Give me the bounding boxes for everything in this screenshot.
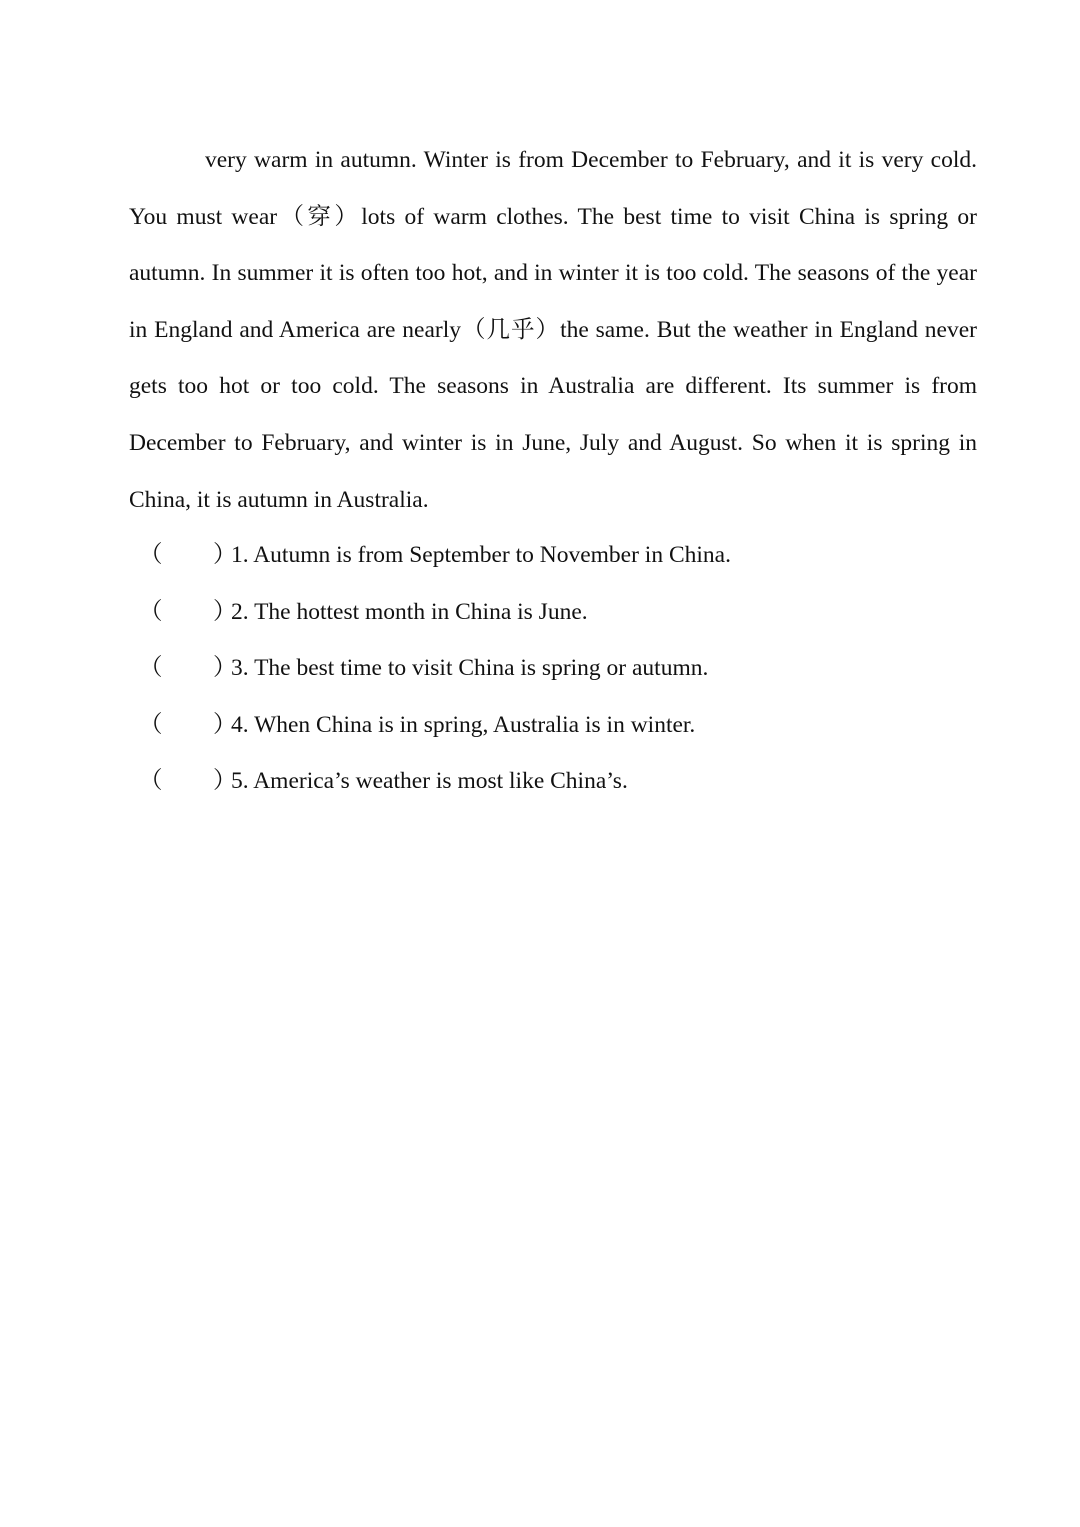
- question-text: 3. The best time to visit China is spring or autumn.: [231, 655, 709, 682]
- open-paren: （: [139, 542, 163, 568]
- question-item: [129, 584, 977, 641]
- answer-blank[interactable]: [129, 584, 237, 641]
- question-item: [129, 640, 977, 697]
- answer-blank[interactable]: [129, 527, 237, 584]
- close-paren: ）: [213, 768, 237, 795]
- open-paren: （: [139, 598, 163, 625]
- question-text: 5. America’s weather is most like China’s.: [231, 768, 628, 795]
- open-paren: （: [139, 768, 163, 795]
- open-paren: （: [139, 711, 163, 738]
- answer-blank[interactable]: [129, 640, 237, 697]
- open-paren: （: [139, 655, 163, 682]
- close-paren: ）: [213, 711, 237, 738]
- question-item: [129, 527, 977, 584]
- close-paren: ）: [213, 598, 237, 625]
- question-item: [129, 753, 977, 810]
- question-text: 2. The hottest month in China is June.: [231, 598, 588, 625]
- question-item: [129, 697, 977, 754]
- answer-blank[interactable]: [129, 697, 237, 754]
- answer-blank[interactable]: [129, 753, 237, 810]
- question-text: 4. When China is in spring, Australia is in winter.: [231, 711, 696, 738]
- true-false-questions: [129, 527, 977, 810]
- close-paren: ）: [213, 542, 237, 568]
- question-text: 1. Autumn is from September to November in China.: [231, 542, 731, 568]
- reading-passage: very warm in autumn. Winter is from December to February, and it is very cold. You must wear（穿）lots of warm clothes. The best time to visit China is spring or autumn. In summer it is often too hot, and in winter it is too cold. The seasons of the year in England and America are nearly（几乎）the same. But the weather in England never gets too hot or too cold. The seasons in Australia are different. Its summer is from December to February, and winter is in June, July and August. So when it is spring in China, it is autumn in Australia.: [129, 147, 977, 513]
- close-paren: ）: [213, 655, 237, 682]
